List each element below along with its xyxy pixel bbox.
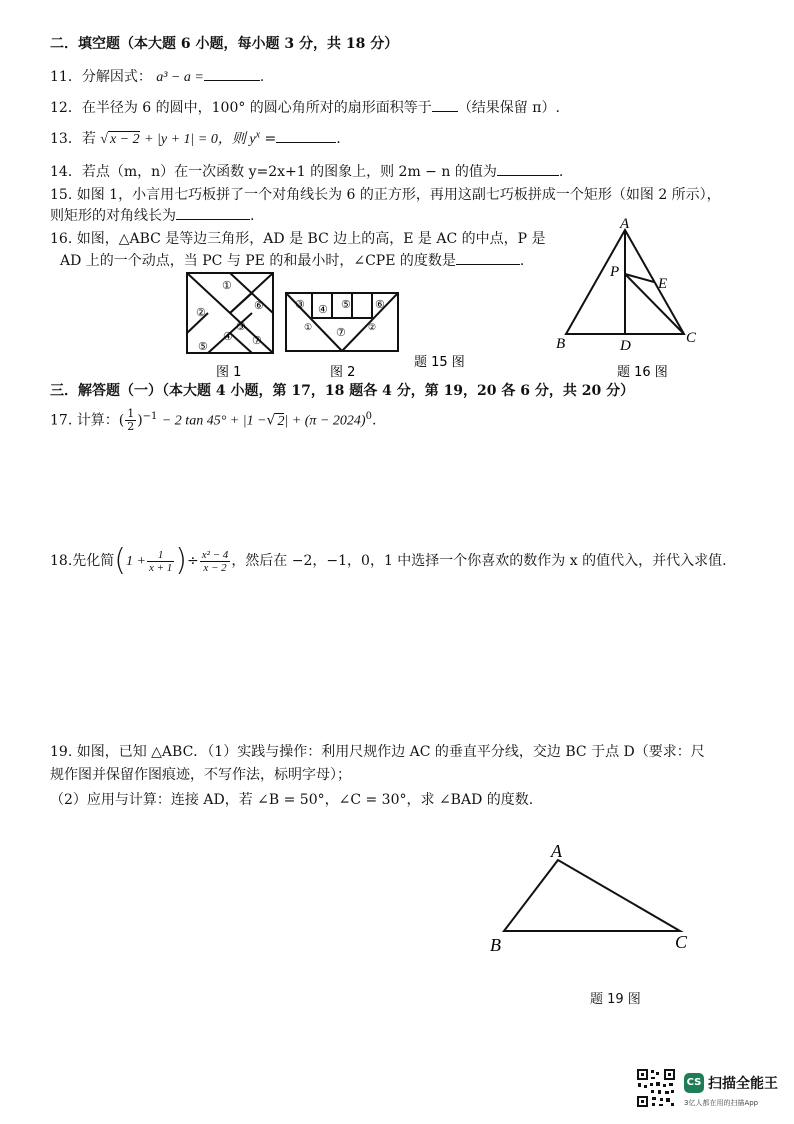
q18-number: 18.先化简 [50,553,115,569]
question-19-line3: （2）应用与计算：连接 AD，若 ∠B = 50°，∠C = 30°，求 ∠BAD 的度数. [50,792,534,808]
q17-fraction: $\frac{1}{2}$ [127,407,135,433]
question-13: 13．若 √ x − 2 + |y + 1| = 0，则 $y^x$ = . [50,129,341,147]
fig15-piece-3: ③ [236,321,246,333]
q13-exponent: x [255,129,261,141]
fig19-label-C: C [675,932,688,952]
q12-end: （结果保留 π）. [457,100,560,116]
q11-expression: a³ − a = [156,70,204,85]
fig15-caption: 题 15 图 [414,355,465,370]
q11-number: 11． [50,69,82,85]
fig15-fig2-piece-3: ③ [295,299,305,311]
fig19-caption: 题 19 图 [590,992,641,1007]
fig16-label-C: C [686,330,697,346]
question-16-line1: 16. 如图，△ABC 是等边三角形，AD 是 BC 边上的高，E 是 AC 的中点，P 是 [50,231,546,247]
q14-number: 14． [50,164,82,180]
fig16-label-D: D [620,338,631,354]
fig15-piece-1: ① [222,280,232,292]
q15-text: 则矩形的对角线长为 [50,208,176,224]
q18-one: 1 + [125,554,146,569]
q17-end: . [371,412,377,429]
scanner-brand: 扫描全能王 [708,1076,778,1092]
question-14 [50,161,563,181]
scanner-logo-icon: CS [684,1073,704,1093]
q11-end: . [259,69,265,85]
q17-number: 17. 计算： [50,412,119,429]
q13-text: 若 [81,131,96,147]
q11-answer-blank [204,66,260,81]
q16-end: . [519,253,525,269]
fig15-fig2-label: 图 2 [330,365,356,380]
figure-15 [182,268,482,380]
q13-radicand: x − 2 [109,132,140,147]
q14-answer-blank [497,161,559,176]
q13-answer-blank [276,128,336,143]
q17-radicand: 2 [277,413,285,429]
figure-19 [485,836,705,961]
fig15-piece-5: ⑤ [198,341,208,353]
fig15-fig1-label: 图 1 [216,365,242,380]
q13-end: . [336,131,341,147]
fig15-piece-4: ④ [223,331,233,343]
fig15-fig2-piece-6: ⑥ [375,299,385,311]
q12-answer-blank [432,97,458,112]
fig19-label-B: B [490,935,501,955]
question-15-line2 [50,205,254,225]
fig15-piece-2: ② [196,307,206,319]
q16-text: AD 上的一个动点，当 PC 与 PE 的和最小时，∠CPE 的度数是 [60,253,456,269]
question-17: 17. 计算：( $\frac{1}{2}$ )$^{-1}$ − 2 tan 45° + |1 −√ $2| + (\pi - 2024)^0$. [50,407,377,433]
q12-text: 在半径为 6 的圆中，100° 的圆心角所对的扇形面积等于 [81,100,432,116]
q17-exp-zero: 0 [365,410,372,422]
q17-expr-part3: | + (π − 2024) [284,413,366,429]
q11-text: 分解因式： [81,69,152,85]
fig15-fig2-piece-2: ② [368,322,377,332]
q17-exp-neg1: −1 [142,410,158,422]
q13-equals: = [264,131,277,147]
q12-number: 12． [50,100,82,116]
question-19-line2: 规作图并保留作图痕迹，不写作法，标明字母）； [50,767,351,783]
fig15-fig2-piece-4: ④ [318,304,328,316]
fig16-label-P: P [610,264,620,280]
q18-fraction-2: $\frac{\text{x² − 4}}{x - 2}$ [201,548,229,574]
question-12 [50,97,560,117]
q18-text: ，然后在 −2，−1，0，1 中选择一个你喜欢的数作为 x 的值代入，并代入求值. [231,553,727,569]
figure-16 [550,216,710,386]
q18-fraction-1: $\frac{1}{x + 1}$ [148,548,173,574]
question-15-line1: 15. 如图 1，小言用七巧板拼了一个对角线长为 6 的正方形，再用这副七巧板拼成一个矩形（如图 2 所示）， [50,187,721,203]
q15-answer-blank [176,205,250,220]
fig15-fig2-piece-1: ① [304,322,313,332]
fig15-fig2-piece-7: ⑦ [336,327,346,339]
qr-code-icon [636,1068,676,1108]
q14-end: . [558,164,564,180]
section-3-heading: 三．解答题（一）（本大题 4 小题，第 17，18 题各 4 分，第 19，20 各 6 分，共 20 分） [50,383,635,399]
fig15-piece-7: ⑦ [252,335,262,347]
q13-expression: + |y + 1| = 0，则 y [144,132,256,147]
fig15-piece-6: ⑥ [254,300,264,312]
fig16-label-E: E [658,276,668,292]
question-18: 18.先化简(1 + $\frac{1}{x + 1}$ )÷ $\frac{\text{x² − 4}}{x - 2}$ ，然后在 −2，−1，0，1 中选择一个你喜欢的数作为 x 的值代入，并代入求值. [50,543,727,578]
q14-text: 若点（m，n）在一次函数 y=2x+1 的图象上，则 2m − n 的值为 [81,164,497,180]
scanner-tagline: 3亿人都在用的扫描App [684,1099,759,1107]
question-16-line2 [60,250,524,270]
section-2-heading: 二．填空题（本大题 6 小题，每小题 3 分，共 18 分） [50,36,399,52]
fig16-caption: 题 16 图 [617,365,668,380]
q15-end: . [250,208,255,224]
question-19-line1: 19. 如图，已知 △ABC．（1）实践与操作：利用尺规作边 AC 的垂直平分线，交边 BC 于点 D（要求：尺 [50,744,705,760]
q17-expr-part2: − 2 tan 45° + |1 − [161,413,267,429]
question-11 [50,66,264,86]
fig16-label-B: B [556,336,566,352]
q16-answer-blank [456,250,520,265]
fig15-fig2-piece-5: ⑤ [341,299,351,311]
fig19-label-A: A [551,841,562,861]
fig16-label-A: A [620,216,630,232]
q13-number: 13． [50,131,82,147]
q18-divide: ÷ [186,553,199,569]
